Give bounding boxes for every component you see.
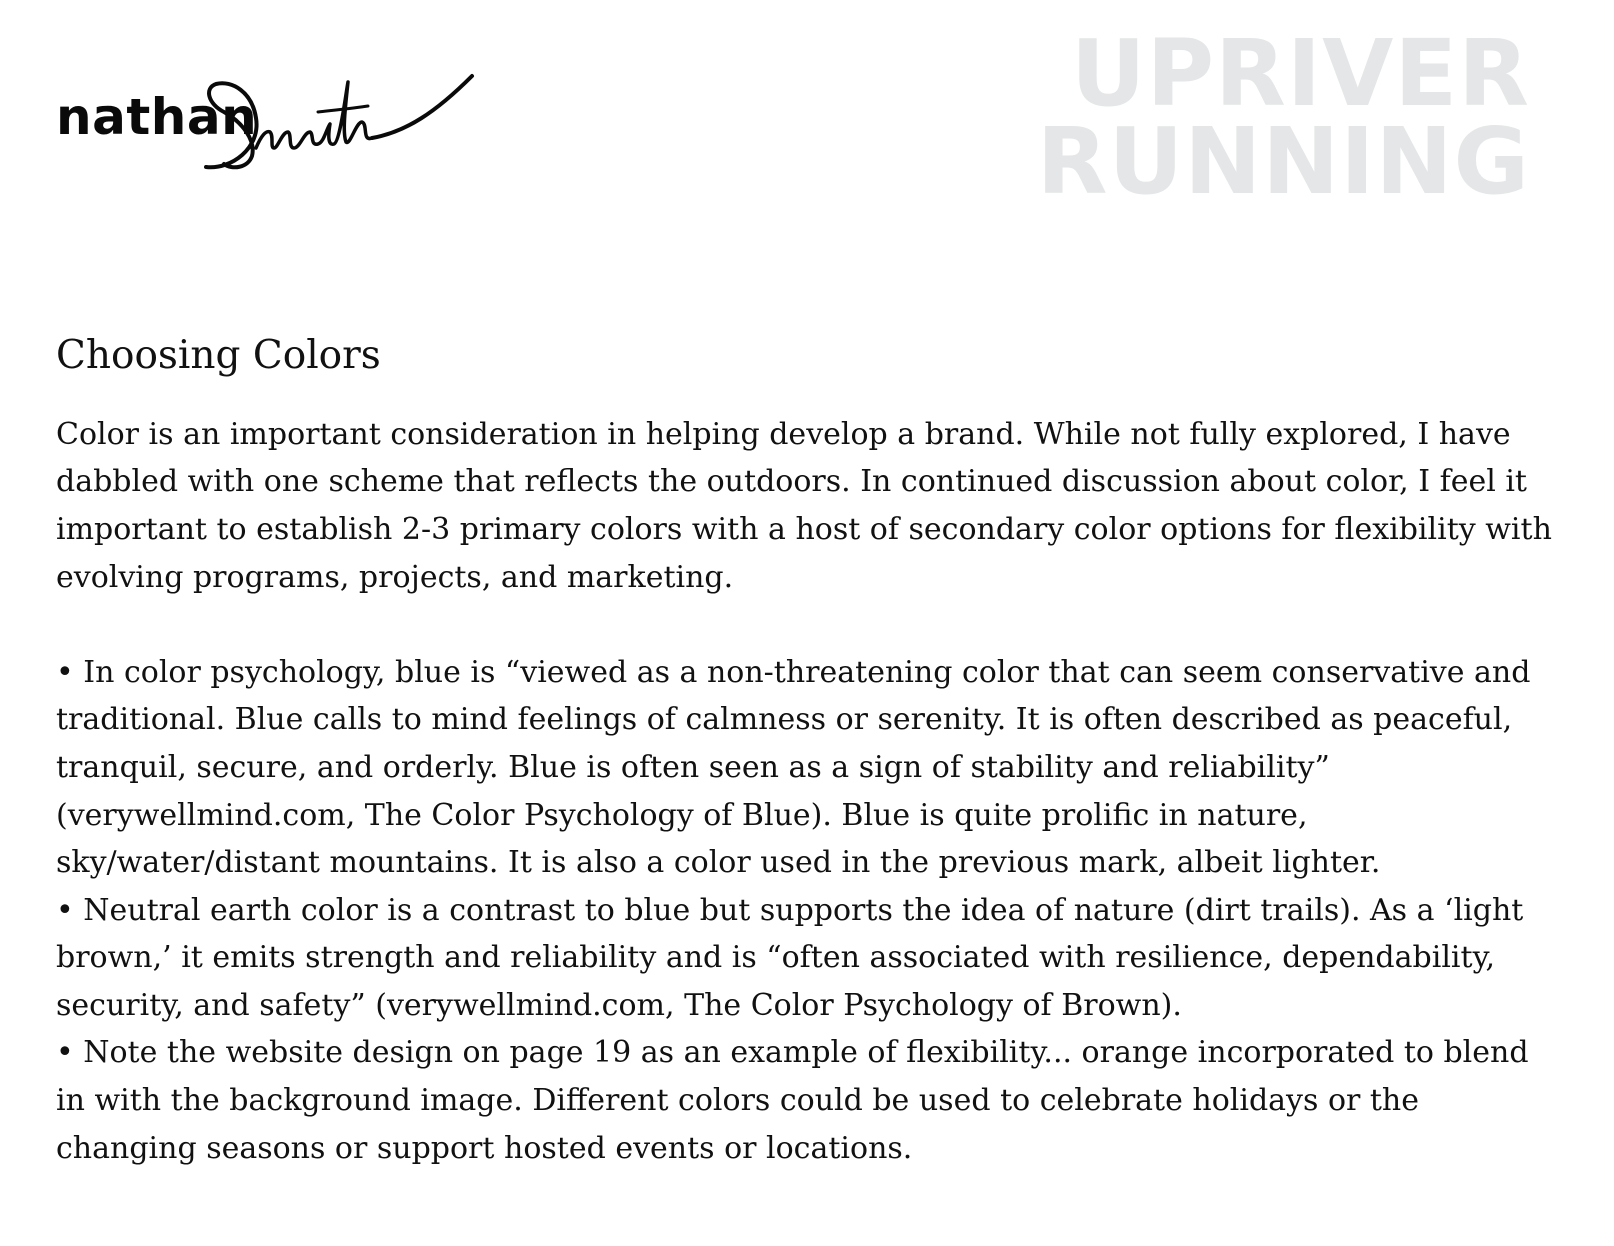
bullet-dot-icon: • bbox=[56, 654, 74, 690]
intro-paragraph: Color is an important consideration in helping develop a brand. While not fully explored, I have dabbled with one scheme that reflects the outdoors. In continued discussion about color, I feel it important to establish 2-3 primary colors with a host of secondary color options for flexibility with evolving programs, projects, and marketing. bbox=[56, 416, 1552, 595]
bullet-item bbox=[56, 1029, 1556, 1172]
bullet-list bbox=[56, 649, 1556, 1173]
bullet-text: In color psychology, blue is “viewed as a non-threatening color that can seem conservative and traditional. Blue calls to mind feelings of calmness or serenity. It is often described as peaceful, tranquil, secure, and orderly. Blue is often seen as a sign of stability and reliability” (verywellmind.com, The Color Psychology of Blue). Blue is quite prolific in nature, sky/water/distant mountains. It is also a color used in the previous mark, albeit lighter. bbox=[56, 654, 1531, 881]
logo bbox=[56, 52, 486, 182]
bullet-text: Note the website design on page 19 as an example of flexibility... orange incorporated to blend in with the background image. Different colors could be used to celebrate holidays or the changing seasons or support hosted events or locations. bbox=[56, 1035, 1529, 1166]
bullet-item bbox=[56, 649, 1556, 887]
logo-wordmark: nathan bbox=[56, 88, 258, 146]
brand-watermark-line1: UPRIVER bbox=[1070, 20, 1530, 127]
bullet-text: Neutral earth color is a contrast to blue but supports the idea of nature (dirt trails). As a ‘light brown,’ it emits strength and reliability and is “often associated with resilience, dependability, security, and safety” (verywellmind.com, The Color Psychology of Brown). bbox=[56, 892, 1524, 1023]
brand-watermark bbox=[1036, 20, 1530, 215]
bullet-dot-icon: • bbox=[56, 1035, 74, 1071]
bullet-dot-icon: • bbox=[56, 892, 74, 928]
bullet-item bbox=[56, 887, 1556, 1030]
section-heading: Choosing Colors bbox=[56, 333, 381, 378]
brand-watermark-line2: RUNNING bbox=[1036, 108, 1530, 215]
document-content bbox=[56, 332, 1556, 1172]
signature-script-icon bbox=[56, 52, 486, 182]
